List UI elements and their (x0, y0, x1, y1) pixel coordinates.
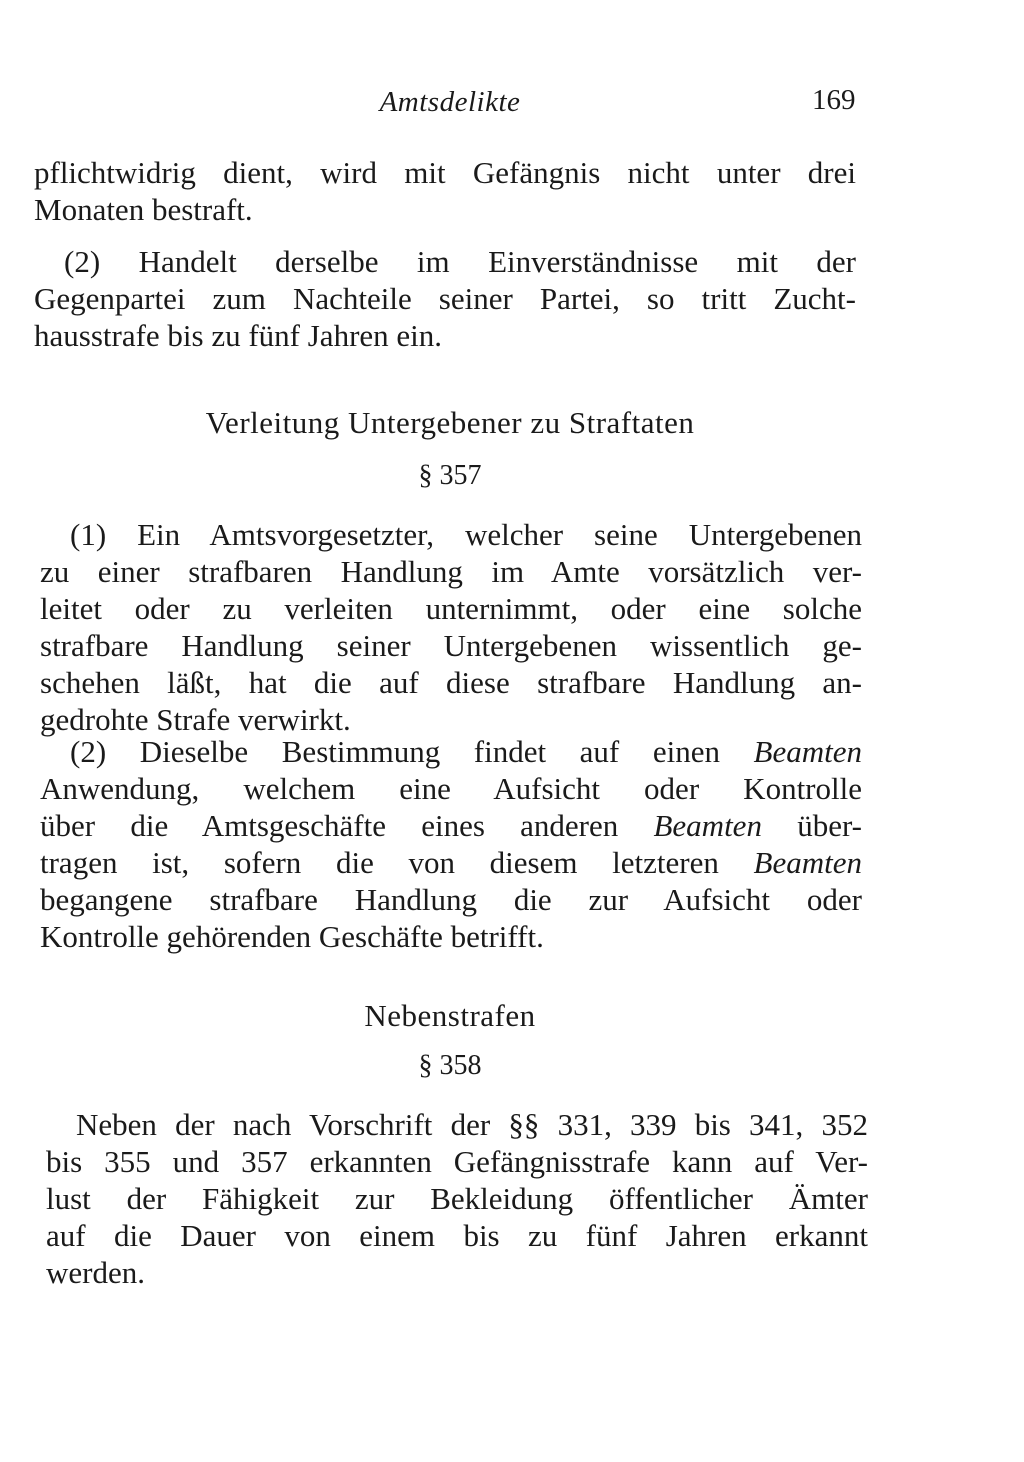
text-segment: über- (797, 808, 862, 843)
section-358-paragraph (46, 1106, 868, 1291)
section-number-357: § 357 (418, 460, 482, 491)
continuation-paragraph (34, 154, 856, 228)
text-segment: (2) Dieselbe Bestimmung findet auf einen (70, 734, 720, 769)
text-line: Monaten bestraft. (34, 192, 253, 227)
emphasis-term: Beamten (653, 808, 762, 843)
paragraph-2 (34, 243, 856, 354)
emphasis-term: Beamten (753, 734, 862, 769)
section-heading-358: Nebenstrafen (364, 998, 536, 1033)
text-line: Gegenpartei zum Nachteile seiner Partei, so tritt Zucht- (34, 281, 856, 316)
section-number-358: § 358 (418, 1050, 482, 1081)
text-line: Kontrolle gehörenden Geschäfte betrifft. (40, 919, 544, 954)
text-line: auf die Dauer von einem bis zu fünf Jahren erkannt (46, 1218, 868, 1253)
text-line: pflichtwidrig dient, wird mit Gefängnis nicht unter drei (34, 155, 856, 190)
text-line: lust der Fähigkeit zur Bekleidung öffentlicher Ämter (46, 1181, 868, 1216)
text-line (40, 733, 862, 770)
section-heading-357: Verleitung Untergebener zu Straftaten (205, 405, 695, 440)
text-line: (1) Ein Amtsvorgesetzter, welcher seine Untergebenen (70, 517, 862, 552)
running-title: Amtsdelikte (379, 86, 521, 118)
section-357-paragraph-1 (40, 516, 862, 738)
text-line (40, 807, 862, 844)
text-segment: tragen ist, sofern die von diesem letzteren (40, 845, 719, 880)
text-line: zu einer strafbaren Handlung im Amte vorsätzlich ver- (40, 554, 862, 589)
text-line: Neben der nach Vorschrift der §§ 331, 339 bis 341, 352 (76, 1107, 868, 1142)
text-line: bis 355 und 357 erkannten Gefängnisstrafe kann auf Ver- (46, 1144, 868, 1179)
text-line: leitet oder zu verleiten unternimmt, oder eine solche (40, 591, 862, 626)
text-line: strafbare Handlung seiner Untergebenen wissentlich ge- (40, 628, 862, 663)
text-line: schehen läßt, hat die auf diese strafbare Handlung an- (40, 665, 862, 700)
text-segment: über die Amtsgeschäfte eines anderen (40, 808, 619, 843)
text-line: hausstrafe bis zu fünf Jahren ein. (34, 318, 443, 353)
text-line: Anwendung, welchem eine Aufsicht oder Kontrolle (40, 771, 862, 806)
emphasis-term: Beamten (753, 845, 863, 880)
section-357-paragraph-2 (40, 733, 862, 955)
text-line: gedrohte Strafe verwirkt. (40, 702, 351, 737)
text-line: werden. (46, 1255, 145, 1290)
text-line: begangene strafbare Handlung die zur Aufsicht oder (40, 882, 862, 917)
text-line (40, 844, 862, 881)
text-line: (2) Handelt derselbe im Einverständnisse mit der (64, 244, 856, 279)
page-number: 169 (812, 84, 856, 116)
